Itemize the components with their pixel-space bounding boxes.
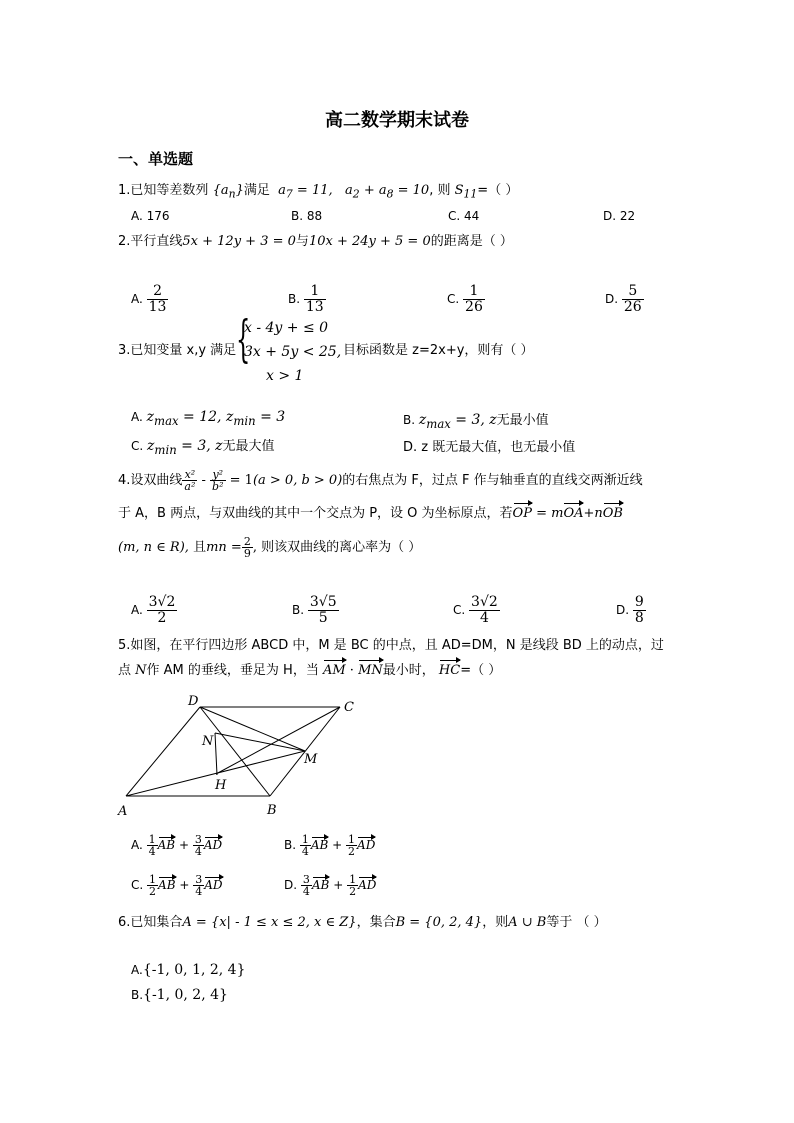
q6-set-a: A = {x| - 1 ≤ x ≤ 2, x ∈ Z} [182, 915, 357, 930]
vector-ad: AD [357, 838, 376, 852]
q4-text: 4.设双曲线 [118, 473, 183, 488]
fraction [242, 536, 253, 559]
option-label: C. [131, 878, 144, 892]
question-4-line-1: 4.设双曲线 $\frac{\text{x²}}{\text{a²}}$ - $\frac{\text{y²}}{\text{b²}}$ = 1(a > 0, b > 0)的右焦点为 F，过点 F 作与轴垂直的直线交两渐近线 [118, 468, 643, 493]
fraction [210, 469, 225, 492]
q1-option-c[interactable]: C. 44 [448, 209, 480, 223]
q1-text2: 满足 [243, 183, 270, 198]
q4-text2: 的右焦点为 F，过点 F 作与轴垂直的直线交两渐近线 [342, 473, 643, 488]
fraction [147, 284, 169, 315]
label-d: D [188, 694, 199, 709]
q1-option-d[interactable]: D. 22 [603, 209, 636, 223]
label-a: A [118, 804, 128, 819]
q1-option-a[interactable]: A. 176 [131, 209, 170, 223]
q1-option-b[interactable]: B. 88 [291, 209, 323, 223]
option-label: A. [131, 603, 143, 617]
fraction [300, 834, 311, 857]
option-label: B. [403, 413, 416, 427]
parallelogram-figure [112, 690, 372, 822]
q3-option-a[interactable] [131, 409, 285, 428]
q3-option-b[interactable] [403, 409, 549, 431]
q4-text4: 且 [193, 540, 207, 555]
option-label: B. [284, 838, 297, 852]
q5-point-n: N [135, 663, 147, 678]
option-label: B. [131, 988, 144, 1002]
system-brace: { [236, 310, 251, 368]
option-label: C. [131, 439, 144, 453]
numerator: 1 [149, 873, 157, 886]
q2-option-c[interactable] [447, 284, 485, 315]
q4-option-b[interactable] [292, 595, 339, 626]
option-label: C. [447, 292, 460, 306]
option-expr: {-1, 0, 2, 4} [143, 987, 228, 1003]
numerator: 2 [147, 284, 169, 300]
numerator: 3√5 [309, 594, 337, 610]
denominator: 8 [634, 610, 644, 626]
vector-ad: AD [358, 878, 377, 892]
q4-option-d[interactable] [616, 595, 646, 626]
numerator: 2 [243, 535, 251, 548]
page-title: 高二数学期末试卷 [325, 110, 469, 131]
denominator: 26 [623, 299, 642, 315]
numerator: 3√2 [148, 594, 176, 610]
q1-target: $S_{11}$ [454, 183, 478, 201]
option-label: D. [403, 440, 418, 455]
numerator: y² [210, 469, 225, 481]
q3-system-line-2: 3x + 5y < 25, [244, 344, 342, 360]
q4-condition: (a > 0, b > 0) [252, 473, 343, 488]
label-c: C [344, 700, 354, 715]
question-2 [118, 232, 513, 252]
denominator: 5 [318, 610, 328, 626]
numerator: 3√2 [471, 594, 498, 610]
q4-text5: 则该双曲线的离心率为（ ） [261, 540, 422, 555]
numerator: 9 [634, 594, 644, 610]
q3-option-d[interactable] [403, 436, 575, 455]
numerator: 1 [304, 284, 326, 300]
q6-option-a[interactable] [131, 962, 246, 978]
q5-option-b[interactable]: B. $\frac{1}{4}$ AB + $\frac{1}{2}$ AD [284, 833, 376, 858]
q1-sequence: $\{a_n\}$ [212, 183, 244, 201]
numerator: x² [182, 469, 197, 481]
label-m: M [304, 752, 318, 767]
option-label: A. [131, 292, 143, 306]
denominator: 9 [243, 547, 251, 560]
q2-option-d[interactable] [605, 284, 644, 315]
label-n: N [202, 734, 214, 749]
denominator: 2 [149, 885, 157, 898]
option-label: C. [453, 603, 466, 617]
q5-option-a[interactable]: A. $\frac{1}{4}$ AB + $\frac{3}{4}$ AD [131, 833, 223, 858]
denominator: a² [184, 480, 196, 493]
q4-condition2: (m, n ∈ R), [118, 540, 189, 555]
q3-text: 3.已知变量 x,y 满足 [118, 343, 237, 358]
option-label: A. [131, 410, 143, 424]
q2-line1: 5x + 12y + 3 = 0 [182, 234, 296, 249]
denominator: 26 [465, 299, 483, 315]
denominator: 4 [148, 845, 156, 858]
vector-ab: AB [310, 838, 329, 852]
question-1 [118, 181, 518, 205]
denominator: 4 [195, 885, 203, 898]
q1-text3: , 则 [429, 183, 451, 198]
option-tail: z 既无最大值，也无最小值 [421, 440, 576, 455]
label-h: H [215, 778, 227, 793]
vector-ab: AB [158, 878, 176, 892]
question-6 [118, 913, 607, 933]
option-label: D. [616, 603, 630, 617]
q5-text4: =（ ） [460, 663, 502, 678]
question-5-line-1: 5.如图，在平行四边形 ABCD 中，M 是 BC 的中点，且 AD=DM，N 是线段 BD 上的动点，过 [118, 638, 664, 653]
option-label: B. [292, 603, 305, 617]
denominator: b² [212, 480, 224, 493]
q1-cond1: $a_7 = 11$, [274, 183, 333, 201]
vector-ob: OB [603, 504, 623, 524]
numerator: 3 [302, 873, 310, 886]
option-expr: $z_{max} = 3$, z [418, 412, 497, 431]
fraction [347, 874, 358, 897]
q6-union: A ∪ B [508, 915, 547, 930]
vector-ad: AD [204, 878, 223, 892]
q4-option-c[interactable] [453, 595, 500, 626]
q1-text4: =（ ） [477, 183, 519, 198]
option-label: D. [284, 878, 298, 892]
vector-oa: OA [563, 504, 583, 524]
vector-am: AM [323, 661, 346, 681]
numerator: 3 [194, 833, 202, 846]
q6-text: 6.已知集合 [118, 915, 183, 930]
vector-ad: AD [203, 838, 223, 852]
fraction [182, 469, 197, 492]
q5-option-d[interactable]: D. $\frac{3}{4}$ AB + $\frac{1}{2}$ AD [284, 873, 377, 898]
q3-system-line-3: x > 1 [266, 368, 304, 384]
option-label: A. [131, 838, 143, 852]
q6-text3: ，则 [482, 915, 509, 930]
denominator: 4 [302, 885, 310, 898]
vector-mn: MN [358, 661, 383, 681]
q4-text3: 于 A，B 两点，与双曲线的其中一个交点为 P，设 O 为坐标原点，若 [118, 506, 513, 521]
denominator: 4 [301, 845, 309, 858]
numerator: 1 [148, 833, 156, 846]
option-expr: $z_{max} = 12$, $z_{min} = 3$ [146, 409, 286, 428]
denominator: 2 [349, 885, 357, 898]
q2-text2: 与 [295, 234, 309, 249]
q5-text3: 最小时， [382, 663, 435, 678]
q6-set-b: B = {0, 2, 4} [395, 915, 483, 930]
option-tail: 无最大值 [222, 439, 275, 454]
numerator: 1 [463, 284, 485, 300]
fraction [346, 834, 357, 857]
q1-text: 已知等差数列 [130, 183, 209, 198]
label-b: B [267, 803, 277, 818]
option-expr: {-1, 0, 1, 2, 4} [142, 962, 246, 978]
denominator: 13 [148, 299, 167, 315]
q5-text2: 作 AM 的垂线，垂足为 H，当 [146, 663, 319, 678]
q3-option-c[interactable] [131, 435, 275, 457]
fraction [469, 595, 500, 626]
vector-ab: AB [311, 878, 330, 892]
denominator: 13 [305, 299, 324, 315]
question-4-line-3: (m, n ∈ R), 且mn = $\frac{2}{9}$ , 则该双曲线的离心率为（ ） [118, 535, 422, 560]
fraction [463, 284, 485, 315]
q2-line2: 10x + 24y + 5 = 0 [308, 234, 431, 249]
fraction [147, 595, 178, 626]
fraction [301, 874, 312, 897]
q5-option-c[interactable]: C. $\frac{1}{2}$ AB + $\frac{3}{4}$ AD [131, 873, 223, 898]
question-4-line-2: 于 A，B 两点，与双曲线的其中一个交点为 P，设 O 为坐标原点，若OP = mOA+nOB [118, 504, 623, 524]
fraction [622, 284, 644, 315]
section-heading: 一、单选题 [118, 150, 194, 168]
numerator: 1 [301, 833, 309, 846]
vector-op: OP [513, 504, 532, 524]
option-label: A. [131, 963, 143, 977]
q5-text: 点 [118, 663, 132, 678]
question-5-line-2: 点 N作 AM 的垂线，垂足为 H，当 AM · MN最小时， HC=（ ） [118, 661, 501, 681]
q2-option-a[interactable] [131, 284, 168, 315]
option-label: B. [288, 292, 301, 306]
numerator: 1 [349, 873, 357, 886]
q4-mn: mn = [206, 540, 242, 555]
numerator: 5 [622, 284, 644, 300]
option-label: D. [605, 292, 619, 306]
option-tail: 无最小值 [496, 413, 549, 428]
q1-cond2: $a_2 + a_8 = 10$ [336, 183, 430, 201]
vector-ab: AB [157, 838, 176, 852]
q3-system-line-1: x - 4y + ≤ 0 [244, 320, 329, 336]
option-expr: $z_{min} = 3$, z [147, 438, 223, 457]
q2-text: 2.平行直线 [118, 234, 183, 249]
vector-hc: HC [439, 661, 460, 681]
denominator: 2 [348, 845, 356, 858]
q4-option-a[interactable] [131, 595, 177, 626]
denominator: 2 [157, 610, 167, 626]
fraction [193, 834, 204, 857]
denominator: 4 [194, 845, 202, 858]
fraction [633, 595, 646, 626]
fraction [147, 834, 158, 857]
q6-option-b[interactable] [131, 987, 228, 1003]
q1-number: 1. [118, 183, 131, 198]
fraction [193, 874, 204, 897]
denominator: 4 [479, 610, 489, 626]
fraction [308, 595, 339, 626]
fraction [304, 284, 326, 315]
q3-text2: 目标函数是 z=2x+y，则有（ ） [343, 343, 534, 358]
fraction [147, 874, 158, 897]
numerator: 1 [348, 833, 356, 846]
numerator: 3 [195, 873, 203, 886]
q6-text2: ，集合 [356, 915, 396, 930]
q2-option-b[interactable] [288, 284, 326, 315]
q6-text4: 等于 （ ） [546, 915, 607, 930]
q2-text3: 的距离是（ ） [430, 234, 513, 249]
